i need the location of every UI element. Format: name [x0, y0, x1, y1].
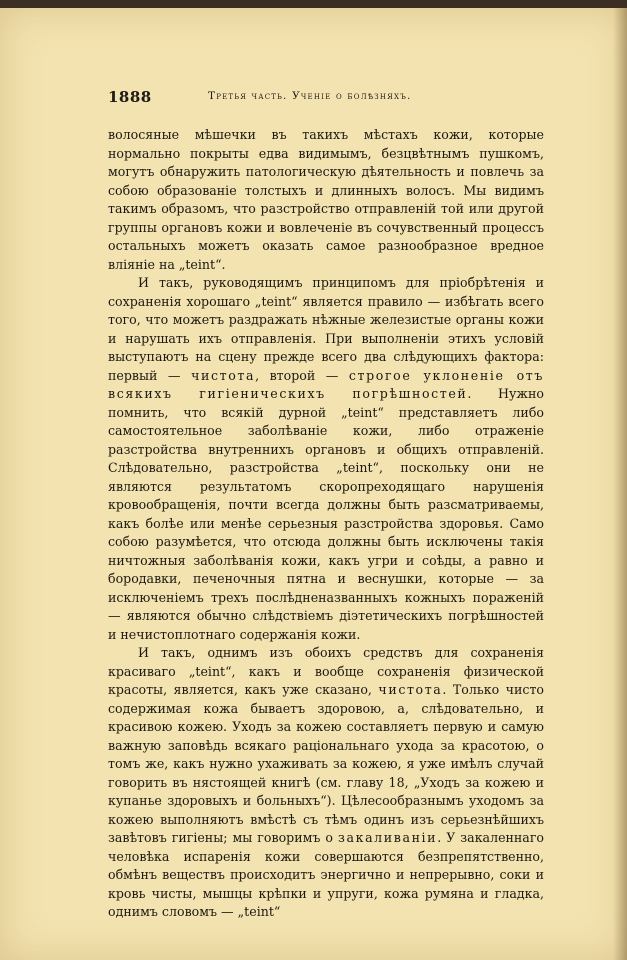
- running-title: Третья часть. Ученіе о болѣзняхъ.: [208, 90, 412, 102]
- book-page: [0, 8, 627, 960]
- paragraph-text: , второй —: [255, 367, 349, 383]
- page-spine-shadow: [613, 8, 627, 960]
- paragraph-text: Нужно помнить, что всякій дурной „teint“ представляетъ либо самостоятельное заболѣваніе кожи, либо отраженіе разстройства внутреннихъ органовъ и общихъ отправленій. Слѣдовательно, разстройства „teint“, поскольку они не являются результатомъ скоропреходящаго нарушенія кровообращенія, почти всегда должны быть разсматриваемы, какъ болѣе или менѣе серьезныя разстройства здоровья. Само собою разумѣется, что отсюда должны быть исключены такія ничтожныя заболѣванія кожи, какъ угри и соѣды, а равно и бородавки, печеночныя пятна и веснушки, которые — за исключеніемъ трехъ послѣдненазванныхъ кожныхъ пораженій — являются обычно слѣдствіемъ діэтетическихъ погрѣшностей и нечистоплотнаго содержанія кожи.: [108, 386, 544, 642]
- body-text: [108, 126, 544, 922]
- emphasis-text: чистота: [191, 367, 256, 383]
- paragraph-text: И такъ, однимъ изъ обоихъ средствъ для сохраненія красиваго „teint“, какъ и вообще сохраненія физической красоты, является, какъ уже сказано,: [108, 645, 544, 697]
- emphasis-text: строгое уклоненіе отъ всякихъ гигіеническихъ погрѣшностей.: [108, 367, 544, 401]
- paragraph-text: И такъ, руководящимъ принципомъ для пріобрѣтенія и сохраненія хорошаго „teint“ является правило — избѣгать всего того, что можетъ раздражать нѣжные железистые органы кожи и нарушать ихъ отправленія. При выполненіи этихъ условій выступаютъ на сцену прежде всего два слѣдующихъ фактора: первый —: [108, 275, 544, 383]
- emphasis-text: закаливаніи: [338, 830, 438, 845]
- paragraph-2: [108, 274, 544, 644]
- paragraph-text: волосяные мѣшечки въ такихъ мѣстахъ кожи, которые нормально покрыты едва видимымъ, безцвѣтнымъ пушкомъ, могутъ обнаружить патологическую дѣятельность и повлечь за собою образованіе толстыхъ и длинныхъ волосъ. Мы видимъ такимъ образомъ, что разстройство отправленій той или другой группы органовъ кожи и вовлеченіе въ сочувственный процессъ остальныхъ можетъ оказать самое разнообразное вредное вліяніе на „teint“.: [108, 127, 544, 272]
- paragraph-text: . У закаленнаго человѣка испаренія кожи совершаются безпрепятственно, обмѣнъ веществъ происходитъ энергично и непрерывно, соки и кровь чисты, мышцы крѣпки и упруги, кожа румяна и гладка, однимъ словомъ — „teint“: [108, 830, 544, 919]
- paragraph-text: . Только чисто содержимая кожа бываетъ здоровою, а, слѣдовательно, и красивою кожею. Уходъ за кожею составляетъ первую и самую важную заповѣдь всякаго раціональнаго ухода за красотою, о томъ же, какъ нужно ухаживать за кожею, я уже имѣлъ случай говорить въ нястоящей книгѣ (см. главу 18, „Уходъ за кожею и купанье здоровыхъ и больныхъ“). Цѣлесообразнымъ уходомъ за кожею выполняютъ вмѣстѣ съ тѣмъ одинъ изъ серьезнѣйшихъ завѣтовъ гигіены; мы говоримъ о: [108, 682, 544, 845]
- emphasis-text: чистота: [378, 682, 443, 697]
- page-number: 1888: [108, 88, 152, 106]
- paragraph-1: [108, 126, 544, 274]
- paragraph-3: [108, 644, 544, 922]
- page-header: [108, 88, 544, 108]
